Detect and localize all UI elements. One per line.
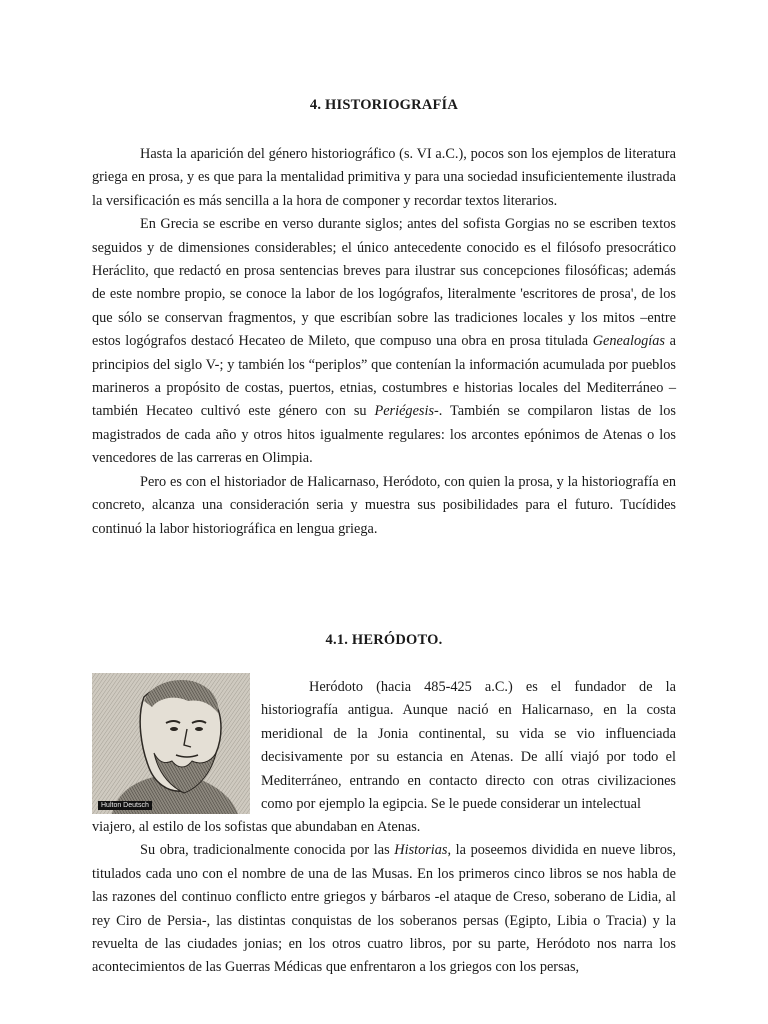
herodotus-engraving-icon xyxy=(92,673,250,814)
photo-credit: Hulton Deutsch xyxy=(98,801,152,810)
herodoto-body xyxy=(92,816,676,980)
paragraph: Heródoto (hacia 485-425 a.C.) es el fundador de la historiografía antigua. Aunque nació en Halicarnaso, en la costa meridional de la Jonia continental, su vida se vio influenciada decisivamente por su estancia en Atenas. De allí viajó por todo el Mediterráneo, entrando en contacto directo con otras civilizaciones como por ejemplo la egipcia. Se le puede considerar un intelectual xyxy=(261,679,676,813)
paragraph-continuation: viajero, al estilo de los sofistas que abundaban en Atenas. xyxy=(92,819,421,835)
paragraph xyxy=(92,839,676,979)
herodoto-intro-text xyxy=(261,676,676,816)
text-run: a principios del siglo V-; y también los “periplos” que contenían la información acumulada por pueblos marineros a propósito de costas, puertos, etnias, costumbres e historias locales del Mediterráneo –también Hecateo cultivó este género con su xyxy=(92,333,676,420)
herodotus-portrait xyxy=(92,673,250,814)
paragraph: Pero es con el historiador de Halicarnaso, Heródoto, con quien la prosa, y la historiografía en concreto, alcanza una consideración seria y muestra sus posibilidades para el futuro. Tucídides continuó la labor historiográfica en lengua griega. xyxy=(92,473,676,537)
text-run: , la poseemos dividida en nueve libros, titulados cada uno con el nombre de una de las Musas. En los primeros cinco libros se nos habla de las razones del continuo conflicto entre griegos y bárbaros -el ataque de Creso, soberano de Lidia, al rey Ciro de Persia-, las distintas conquistas de los soberanos persas (Egipto, Libia o Tracia) y la revuelta de las ciudades jonias; en los otros cuatro libros, por su parte, Heródoto nos narra los acontecimientos de las Guerras Médicas que enfrentaron a los griegos con los persas, xyxy=(92,842,676,976)
italic-title: Genealogías xyxy=(592,333,665,350)
italic-title: Periégesis xyxy=(374,403,435,420)
paragraph: Hasta la aparición del género historiográfico (s. VI a.C.), pocos son los ejemplos de literatura griega en prosa, y es que para la mentalidad primitiva y para una sociedad insuficientemente ilustrada la versificación es más sencilla a la hora de componer y recordar textos literarios. xyxy=(92,146,676,209)
text-run: -. También se compilaron listas de los magistrados de cada año y otros hitos igualmente regulares: los arcontes epónimos de Atenas o los vencedores de las carreras en Olimpia. xyxy=(92,403,676,467)
subsection-title: 4.1. HERÓDOTO. xyxy=(325,632,443,648)
text-run: En Grecia se escribe en verso durante siglos; antes del sofista Gorgias no se escriben textos seguidos y de dimensiones considerables; el único antecedente conocido es el filósofo presocrático Heráclito, que redactó en prosa sentencias breves para ilustrar sus concepciones filosóficas; además de este nombre propio, se conoce la labor de los logógrafos, literalmente 'escritores de prosa', de los que sólo se conservan fragmentos, y que escribían sobre las tradiciones locales y los mitos –entre estos logógrafos destacó Hecateo de Mileto, que compuso una obra en prosa titulada xyxy=(92,216,676,350)
intro-body xyxy=(92,143,676,541)
text-run: Su obra, tradicionalmente conocida por las xyxy=(140,842,395,859)
paragraph xyxy=(92,213,676,470)
section-title: 4. HISTORIOGRAFÍA xyxy=(309,97,459,113)
italic-title: Historias xyxy=(394,842,448,859)
